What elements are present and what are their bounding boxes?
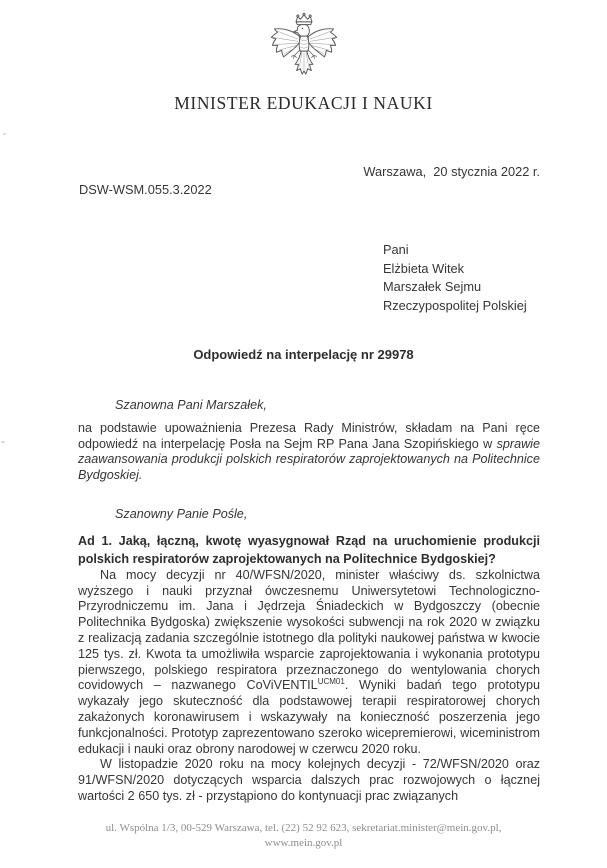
question-heading: Ad 1. Jaką, łączną, kwotę wyasygnował Rząd na uruchomienie produkcji polskich respiratorów zaprojektowanych na Politechnice Bydgoskiej? [78, 533, 540, 566]
minister-title: MINISTER EDUKACJI I NAUKI [174, 93, 433, 113]
reference-number: DSW-WSM.055.3.2022 [79, 182, 212, 197]
paragraph-introduction [78, 421, 540, 484]
paragraph-introduction-italic: sprawie zaawansowania produkcji polskich respiratorów zaprojektowanych na Politechnice Bydgoskiej. [78, 436, 540, 483]
addressee-line: Rzeczypospolitej Polskiej [383, 297, 527, 313]
subject-title: Odpowiedź na interpelację nr 29978 [193, 347, 414, 362]
paragraph-answer-2: W listopadzie 2020 roku na mocy kolejnych decyzji - 72/WFSN/2020 oraz 91/WFSN/2020 dotyczących wsparcia dalszych prac rozwojowych o łącznej wartości 2 650 tys. zł - przystąpiono do kontynuacji prac związanych [78, 757, 540, 803]
addressee-line: Marszałek Sejmu [383, 279, 482, 294]
scan-speckle [3, 133, 6, 135]
scan-speckle [1, 441, 5, 443]
place-and-date: Warszawa, 20 stycznia 2022 r. [363, 164, 540, 179]
letterhead-footer [0, 821, 607, 851]
product-name-superscript: UCM01 [317, 677, 345, 687]
salutation-marszalek: Szanowna Pani Marszałek, [115, 398, 267, 412]
addressee-block [383, 241, 527, 315]
footer-address-line: ul. Wspólna 1/3, 00-529 Warszawa, tel. (22) 52 92 623, sekretariat.minister@mein.gov.pl, [105, 822, 502, 834]
letter-body [78, 398, 540, 805]
paragraph-answer-1 [78, 568, 540, 758]
eagle-icon [267, 12, 341, 86]
addressee-line: Pani [383, 242, 409, 257]
paragraph-answer-1-part-2: . Wyniki badań tego prototypu wykazały jego skuteczność dla podstawowej terapii respiratorowej chorych zakażonych koronawirusem i wskazywały na konieczność poszerzenia jego funkcjonalności. Prototyp zaprezentowano szeroko wicepremierowi, wiceministrom edukacji i nauki oraz obrony narodowej w czerwcu 2020 roku. [78, 678, 540, 756]
footer-website: www.mein.gov.pl [264, 837, 343, 849]
polish-eagle-emblem [0, 12, 607, 86]
paragraph-introduction-normal: na podstawie upoważnienia Prezesa Rady Ministrów, składam na Pani ręce odpowiedź na interpelację Posła na Sejm RP Pana Jana Szopińskiego w [78, 420, 540, 451]
paragraph-answer-1-part-1: Na mocy decyzji nr 40/WFSN/2020, minister właściwy ds. szkolnictwa wyższego i nauki przyznał ówczesnemu Uniwersytetowi Technologiczno-Przyrodniczemu im. Jana i Jędrzeja Śniadeckich w Bydgoszczy (obecnie Politechnika Bydgoska) zwiększenie wysokości subwencji na rok 2020 w związku z realizacją zadania szczególnie istotnego dla polityki naukowej państwa w kwocie 125 tys. zł. Kwota ta umożliwiła wsparcie zaprojektowania i wykonania prototypu pierwszego, polskiego respiratora przeznaczonego do wentylowania chorych covidowych – nazwanego CoViVENTIL [78, 567, 540, 693]
salutation-posel: Szanowny Panie Pośle, [115, 506, 248, 521]
addressee-line: Elżbieta Witek [383, 260, 465, 276]
